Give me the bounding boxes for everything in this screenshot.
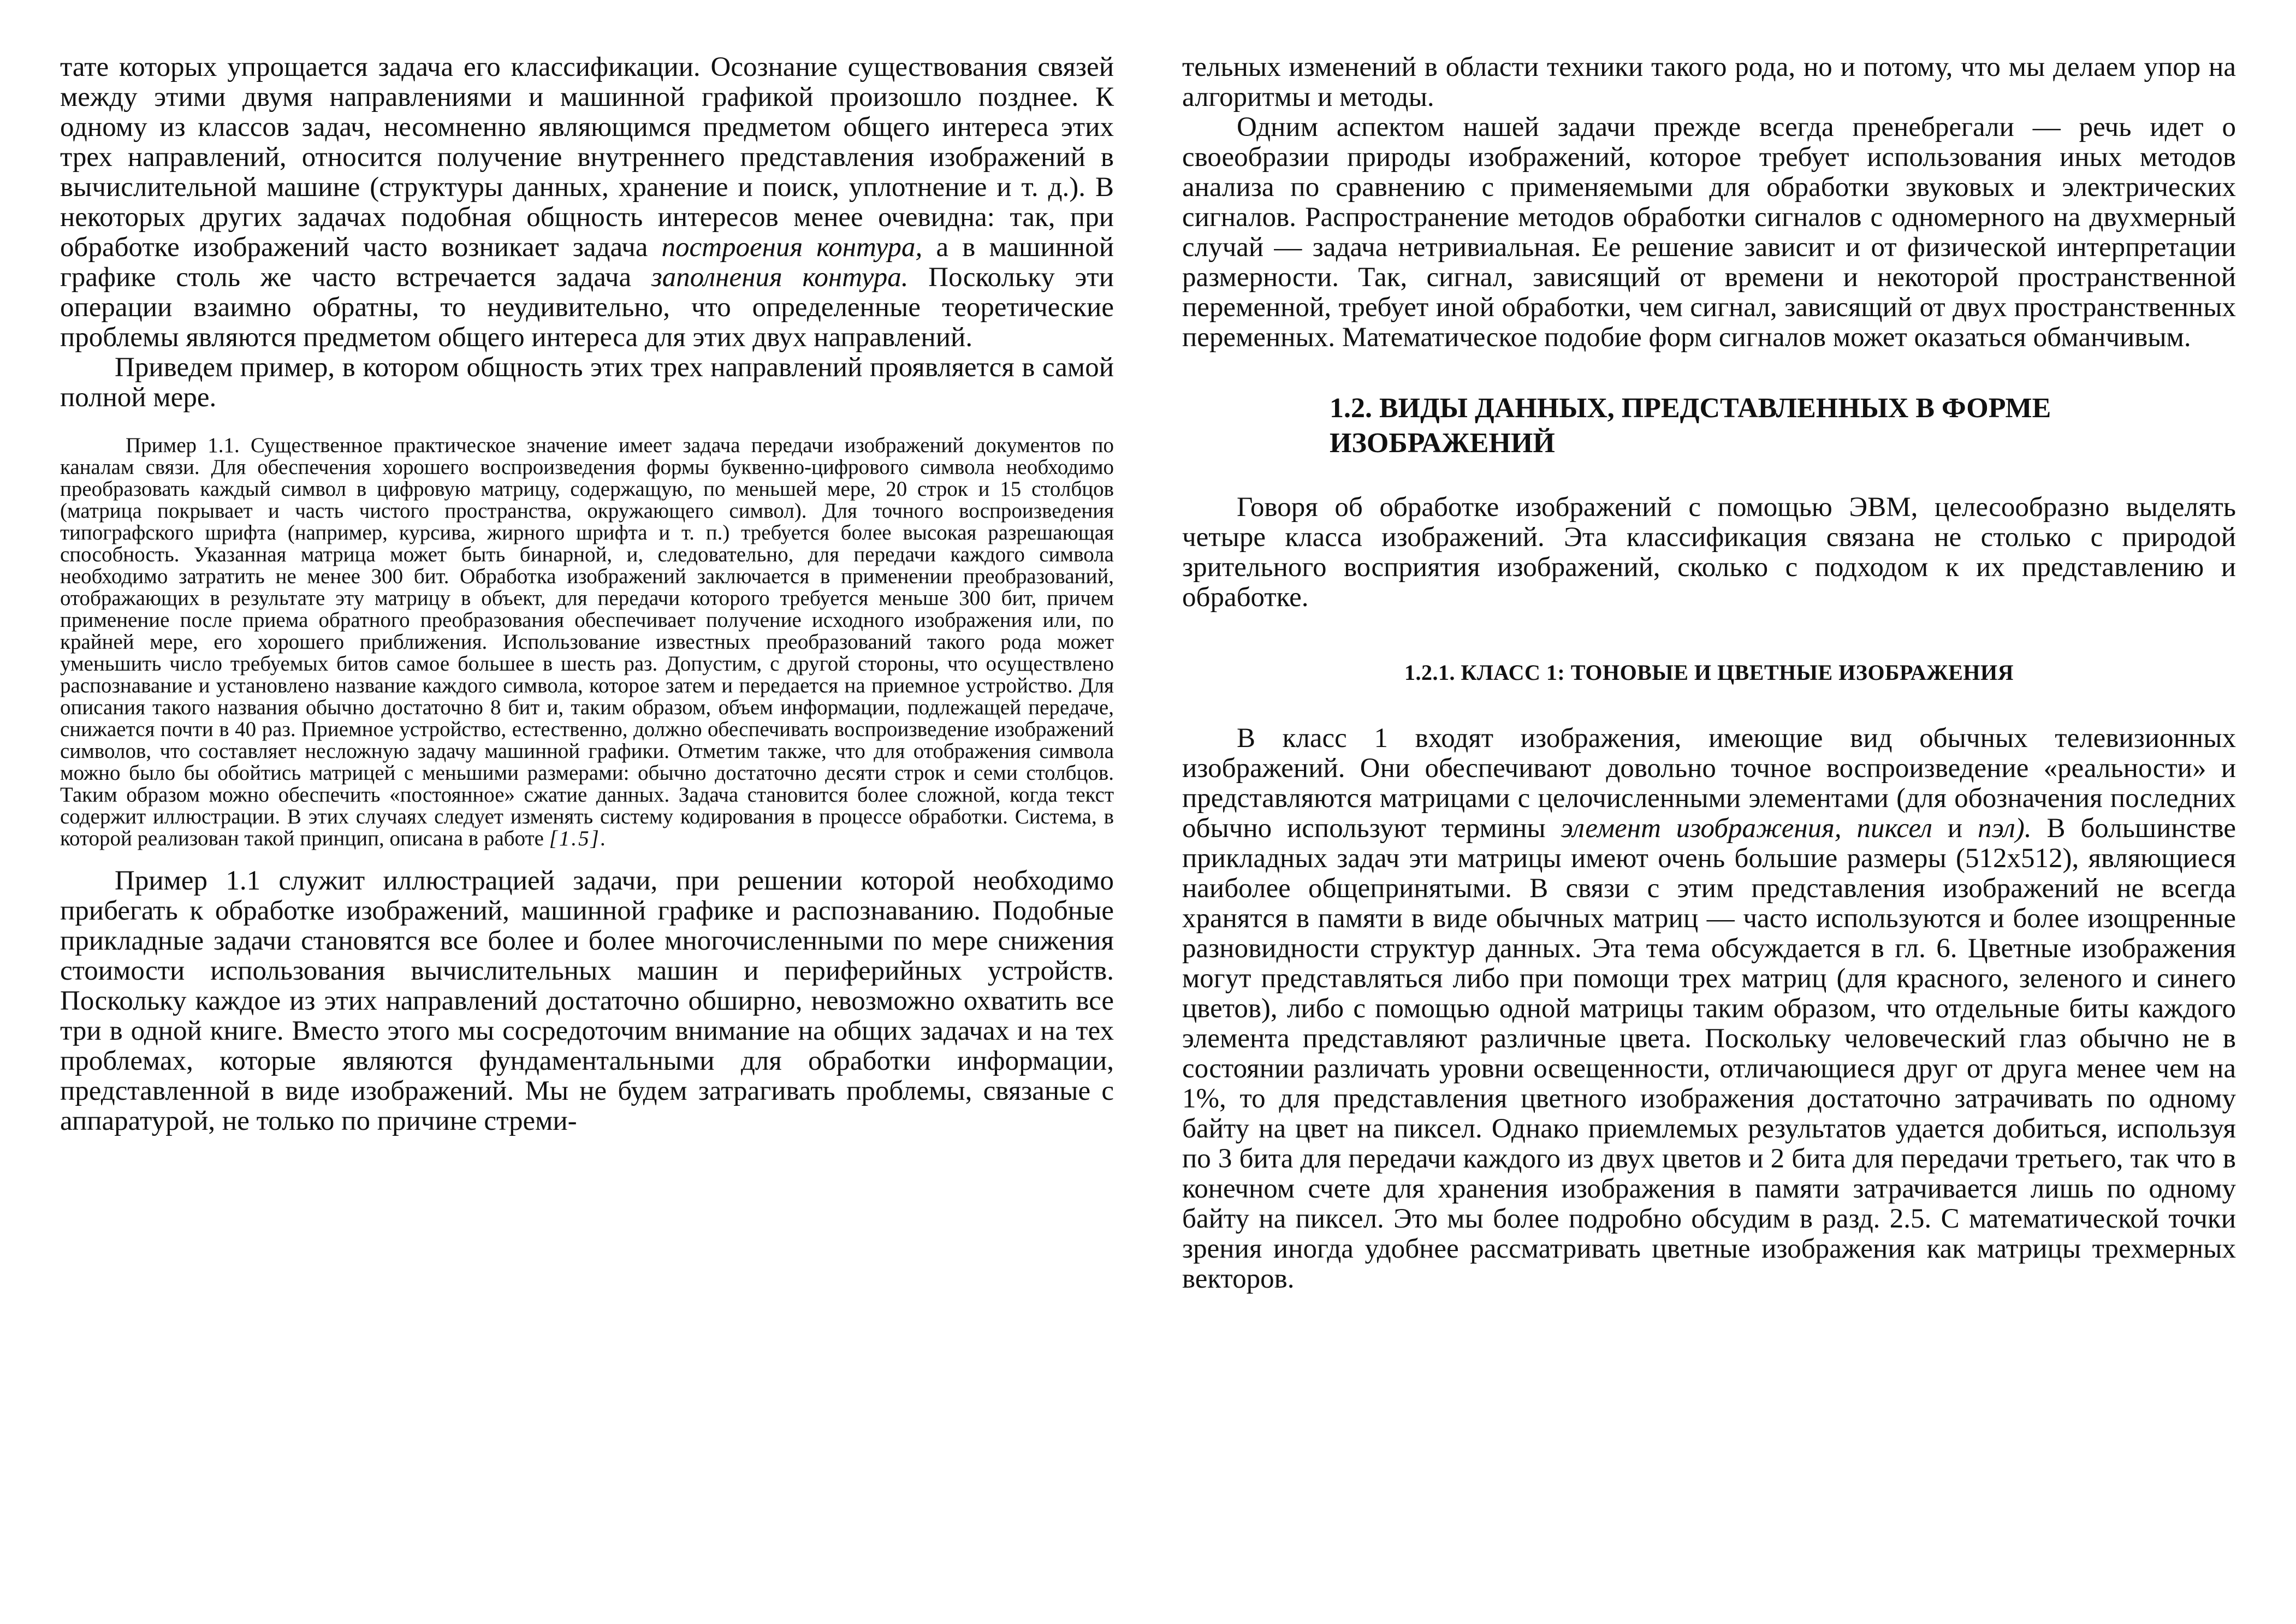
reference-citation: [1.5]. [549, 827, 608, 850]
text-run: В класс 1 входят изображения, имеющие вид обычных телевизионных изображений. Они обеспечивают довольно точное воспроизведение «реальности» и представляются матрицами с целочисленными элементами (для обозначения последних обычно используют термины [1182, 723, 2236, 844]
text-run: а в машинной графике столь же часто встречается задача [60, 232, 1114, 293]
example-text: Пример 1.1. Существенное практическое значение имеет задача передачи изображений документов по каналам связи. Для обеспечения хорошего воспроизведения формы буквенно-цифрового символа необходимо преобразовать каждый символ в цифровую матрицу, содержащую, по меньшей мере, 20 строк и 15 столбцов (матрица покрывает и часть чистого пространства, окружающего символ). Для точного воспроизведения типографского шрифта (например, курсива, жирного шрифта и т. п.) требуется более высокая разрешающая способность. Указанная матрица может быть бинарной, и, следовательно, для передачи каждого символа необходимо затратить не менее 300 бит. Обработка изображений заключается в применении преобразований, отображающих в результате эту матрицу в объект, для передачи которого требуется меньше 300 бит, причем применение после приема обратного преобразования обеспечивает получение исходного изображения или, по крайней мере, его хорошего приближения. Использование известных преобразований такого рода может уменьшить число требуемых битов самое большее в шесть раз. Допустим, с другой стороны, что осуществлено распознавание и установлено название каждого символа, которое затем и передается на приемное устройство. Для описания такого названия обычно достаточно 8 бит и, таким образом, объем информации, подлежащей передаче, снижается почти в 40 раз. Приемное устройство, естественно, должно обеспечивать воспроизведение изображений символов, что составляет несложную задачу машинной графики. Отметим также, что для отображения символа можно было бы обойтись матрицей с меньшими размерами: обычно достаточно десяти строк и семи столбцов. Таким образом можно обеспечить «постоянное» сжатие данных. Задача становится более сложной, когда текст содержит иллюстрации. В этих случаях следует изменять систему кодирования в процессе обработки. Система, в которой реализован такой принцип, описана в работе [60, 434, 1114, 850]
left-paragraph-3: Пример 1.1 служит иллюстрацией задачи, при решении которой необходимо прибегать к обработке изображений, машинной графике и распознаванию. Подобные прикладные задачи становятся все более и более многочисленными по мере снижения стоимости использования вычислительных машин и периферийных устройств. Поскольку каждое из этих направлений достаточно обширно, невозможно охватить все три в одной книге. Вместо этого мы сосредоточим внимание на общих задачах и на тех проблемах, которые являются фундаментальными для обработки информации, представленной в виде изображений. Мы не будем затрагивать проблемы, связаные с аппаратурой, не только по причине стреми- [60, 866, 1114, 1136]
left-page [60, 52, 1114, 1136]
italic-term: построения контура, [661, 232, 923, 263]
italic-term: пэл). [1977, 813, 2032, 844]
italic-term: заполнения контура. [651, 262, 909, 293]
italic-term: элемент изображения, пиксел [1561, 813, 1932, 844]
subsection-heading: 1.2.1. КЛАСС 1: ТОНОВЫЕ И ЦВЕТНЫЕ ИЗОБРАЖЕНИЯ [1404, 660, 2014, 685]
right-paragraph-2: Одним аспектом нашей задачи прежде всегда пренебрегали — речь идет о своеобразии природы изображений, которое требует использования иных методов анализа по сравнению с применяемыми для обработки звуковых и электрических сигналов. Распространение методов обработки сигналов с одномерного на двухмерный случай — задача нетривиальная. Ее решение зависит и от физической интерпретации размерности. Так, сигнал, зависящий от времени и некоторой пространственной переменной, требует иной обработки, чем сигнал, зависящий от двух пространственных переменных. Математическое подобие форм сигналов может оказаться обманчивым. [1182, 112, 2236, 353]
right-paragraph-3: Говоря об обработке изображений с помощью ЭВМ, целесообразно выделять четыре класса изображений. Эта классификация связана не столько с природой зрительного восприятия изображений, сколько с подходом к их представлению и обработке. [1182, 492, 2236, 613]
left-paragraph-1 [60, 52, 1114, 353]
left-paragraph-2: Приведем пример, в котором общность этих трех направлений проявляется в самой полной мере. [60, 352, 1114, 413]
example-1-1-block [60, 435, 1114, 850]
text-run: тате которых упрощается задача его классификации. Осознание существования связей между этими двумя направлениями и машинной графикой произошло позднее. К одному из классов задач, несомненно являющимся предметом общего интереса этих трех направлений, относится получение внутреннего представления изображений в вычислительной машине (структуры данных, хранение и поиск, уплотнение и т. д.). В некоторых других задачах подобная общность интересов менее очевидна: так, при обработке изображений часто возникает задача [60, 52, 1114, 263]
right-page [1182, 52, 2236, 1294]
text-run: Поскольку эти операции взаимно обратны, то неудивительно, что определенные теоретические проблемы являются предметом общего интереса для этих двух направлений. [60, 262, 1114, 353]
text-run: В большинстве прикладных задач эти матрицы имеют очень большие размеры (512x512), являющиеся наиболее общепринятыми. В связи с этим представления изображений не всегда хранятся в памяти в виде обычных матриц — часто используются и более изощренные разновидности структур данных. Эта тема обсуждается в гл. 6. Цветные изображения могут представляться либо при помощи трех матриц (для красного, зеленого и синего цветов), либо с помощью одной матрицы таким образом, что отдельные биты каждого элемента представляют различные цвета. Поскольку человеческий глаз обычно не в состоянии различать уровни освещенности, отличающиеся друг от друга менее чем на 1%, то для представления цветного изображения достаточно затрачивать по одному байту на цвет на пиксел. Однако приемлемых результатов удается добиться, используя по 3 бита для передачи каждого из двух цветов и 2 бита для передачи третьего, так что в конечном счете для хранения изображения в памяти затрачивается лишь по одному байту на пиксел. Это мы более подробно обсудим в разд. 2.5. С математической точки зрения иногда удобнее рассматривать цветные изображения как матрицы трехмерных векторов. [1182, 813, 2236, 1294]
right-paragraph-1: тельных изменений в области техники такого рода, но и потому, что мы делаем упор на алгоритмы и методы. [1182, 52, 2236, 112]
text-run: и [1932, 813, 1978, 844]
section-heading: 1.2. ВИДЫ ДАННЫХ, ПРЕДСТАВЛЕННЫХ В ФОРМЕ ИЗОБРАЖЕНИЙ [1330, 393, 2051, 459]
right-paragraph-4 [1182, 724, 2236, 1294]
